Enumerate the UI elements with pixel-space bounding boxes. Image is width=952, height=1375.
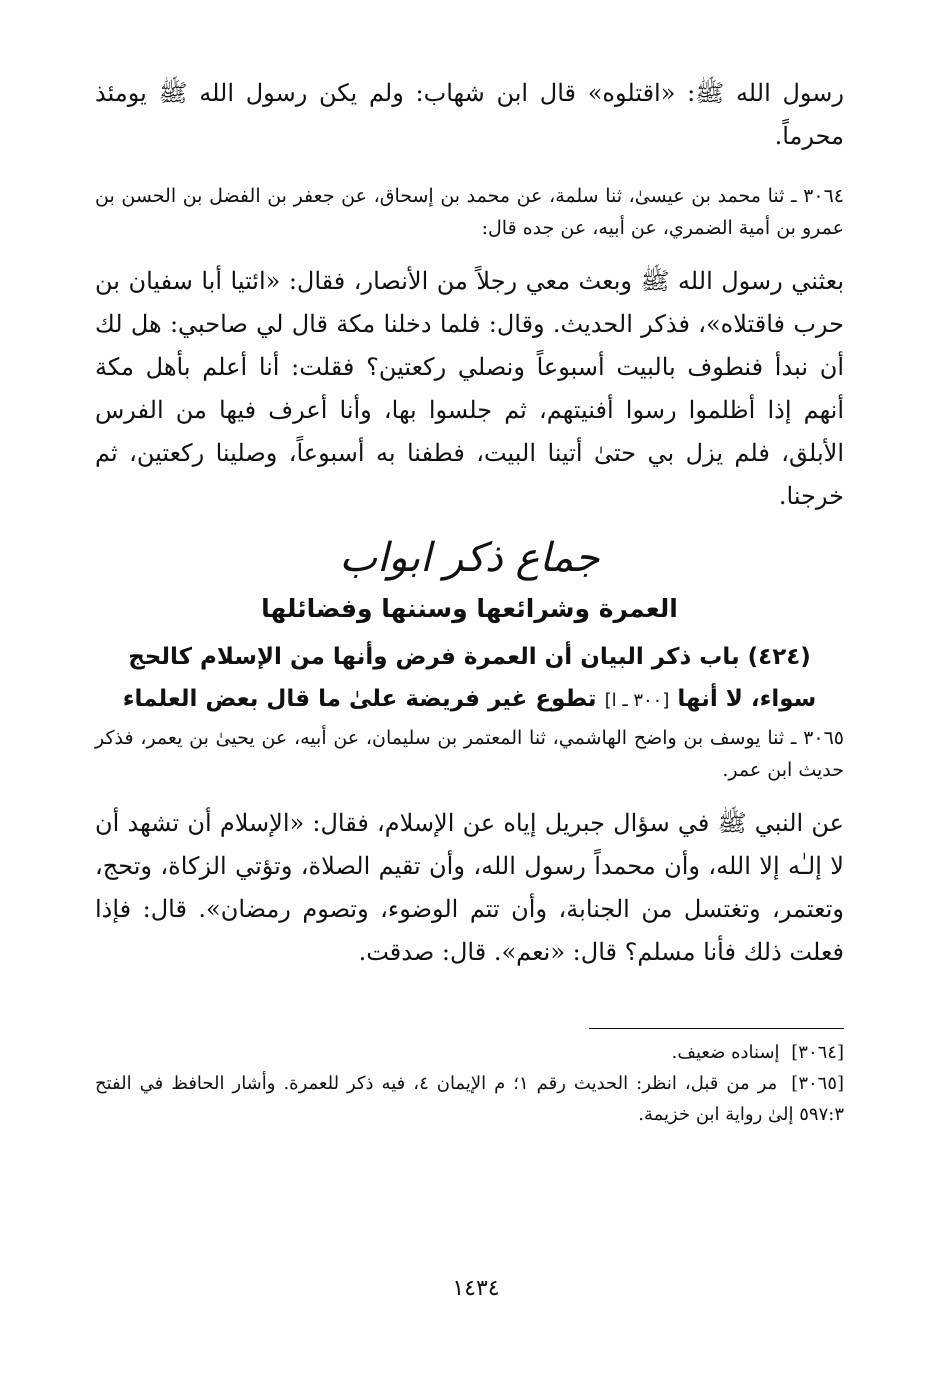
spacer [95, 158, 844, 180]
continuation-paragraph: رسول الله ﷺ: «اقتلوه» قال ابن شهاب: ولم يكن رسول الله ﷺ يومئذ محرماً. [95, 79, 844, 150]
footnote-divider [589, 1028, 844, 1029]
manuscript-folio-marker: [٣٠٠ ـ ا] [604, 690, 670, 711]
hadith-3064-isnad: ٣٠٦٤ ـ ثنا محمد بن عيسىٰ، ثنا سلمة، عن محمد بن إسحاق، عن جعفر بن الفضل بن الحسن بن عمرو بن أمية الضمري، عن أبيه، عن جده قال: [95, 185, 844, 239]
footnote-text: مر من قبل، انظر: الحديث رقم ١؛ م الإيمان ٤، فيه ذكر للعمرة. وأشار الحافظ في الفتح ٥٩٧:٣ إلىٰ رواية ابن خزيمة. [95, 1073, 844, 1125]
footnote-3065 [95, 1068, 844, 1130]
footnote-ref: [٣٠٦٥] [791, 1073, 845, 1094]
footnote-ref: [٣٠٦٤] [791, 1042, 844, 1063]
bab-title-line-2 [95, 678, 844, 722]
bab-title-part-b: تطوع غير فريضة علىٰ ما قال بعض العلماء [122, 686, 597, 712]
bab-title-line-1: (٤٢٤) باب ذكر البيان أن العمرة فرض وأنها من الإسلام كالحج [128, 644, 811, 670]
section-subheading: العمرة وشرائعها وسننها وفضائلها [261, 594, 678, 623]
hadith-3064-matn: بعثني رسول الله ﷺ وبعث معي رجلاً من الأنصار، فقال: «ائتيا أبا سفيان بن حرب فاقتلاه»، فذكر الحديث. وقال: فلما دخلنا مكة قال لي صاحبي: هل لك أن نبدأ فنطوف بالبيت أسبوعاً ونصلي ركعتين؟ فقلت: أنا أعلم بأهل مكة أنهم إذا أظلموا رسوا أفنيتهم، ثم جلسوا بها، وأنا أعرف فيها من الفرس الأبلق، فلم يزل بي حتىٰ أتينا البيت، فطفنا به أسبوعاً، وصلينا ركعتين، ثم خرجنا. [95, 267, 844, 510]
hadith-3065-isnad: ٣٠٦٥ ـ ثنا يوسف بن واضح الهاشمي، ثنا المعتمر بن سليمان، عن أبيه، عن يحيىٰ بن يعمر، فذكر حديث ابن عمر. [95, 727, 844, 781]
hadith-3065-matn: عن النبي ﷺ في سؤال جبريل إياه عن الإسلام، فقال: «الإسلام أن تشهد أن لا إلـٰه إلا الله، وأن محمداً رسول الله، وأن تقيم الصلاة، وتؤتي الزكاة، وتحج، وتعتمر، وتغتسل من الجنابة، وأن تتم الوضوء، وتصوم رمضان». قال: فإذا فعلت ذلك فأنا مسلم؟ قال: «نعم». قال: صدقت. [95, 809, 844, 966]
page-number: ١٤٣٤ [452, 1276, 500, 1301]
footnote-text: إسناده ضعيف. [671, 1042, 780, 1063]
footnote-3064 [95, 1037, 844, 1068]
bab-title-part-a: سواء، لا أنها [677, 686, 817, 712]
spacer [95, 786, 844, 802]
calligraphy-heading: جماع ذكر ابواب [339, 535, 600, 581]
spacer [95, 244, 844, 260]
